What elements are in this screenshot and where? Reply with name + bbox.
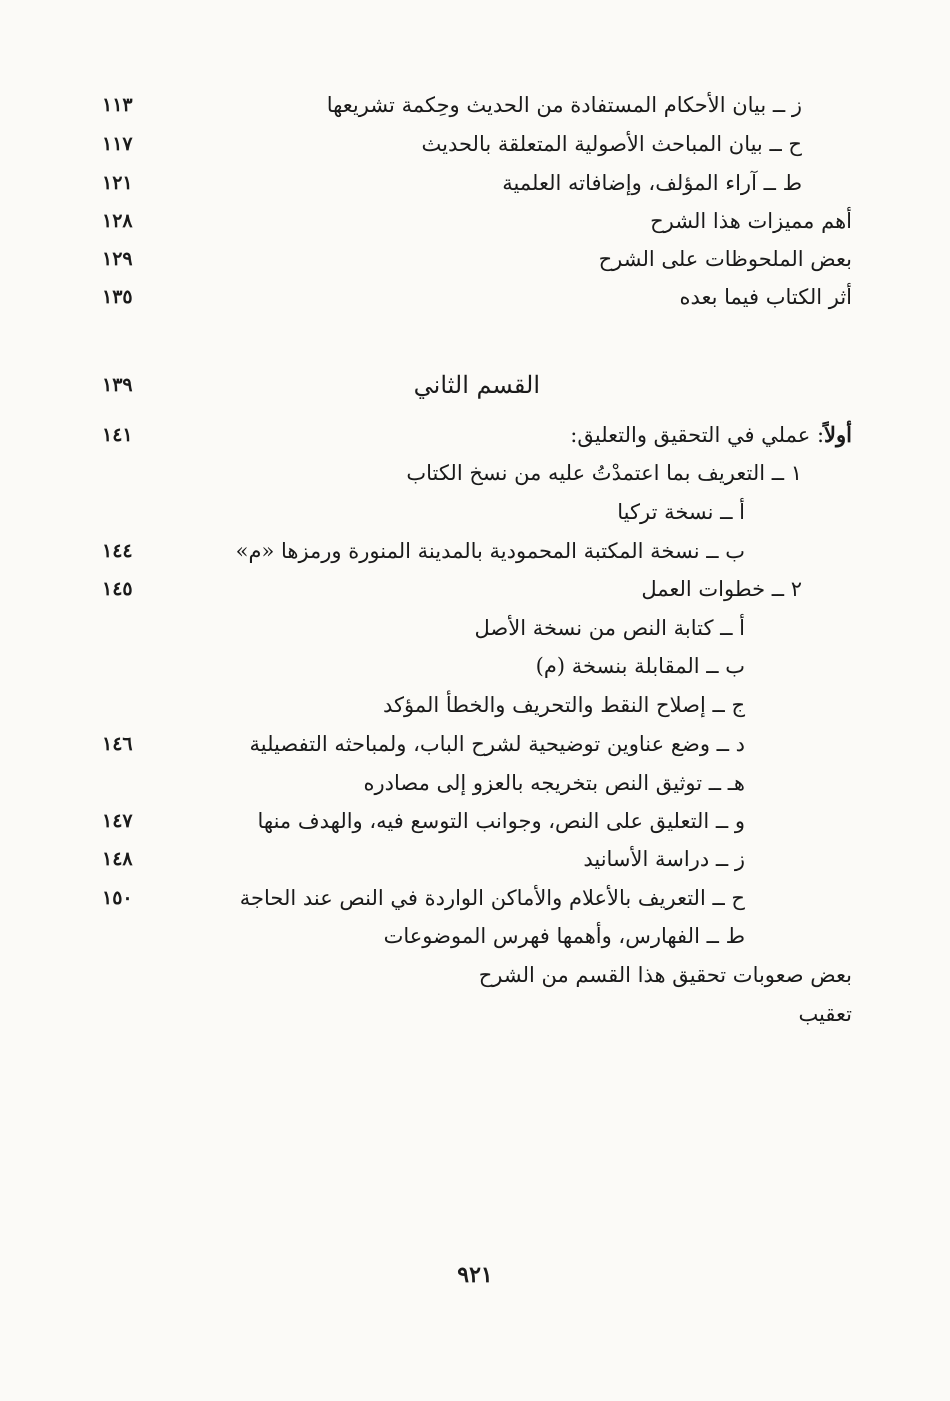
toc-page-number: ١٤٤ [102, 540, 133, 562]
toc-row [90, 240, 860, 278]
toc-entry: ح ــ التعريف بالأعلام والأماكن الواردة في النص عند الحاجة [239, 886, 745, 910]
toc-page-number: ١٥٠ [102, 887, 133, 909]
toc-page-number: ١٢٨ [102, 210, 133, 232]
section-heading-row [90, 366, 860, 404]
toc-row [90, 86, 860, 124]
toc-row [90, 917, 860, 955]
toc-row [90, 202, 860, 240]
toc-entry: ١ ــ التعريف بما اعتمدْتُ عليه من نسخ الكتاب [406, 461, 802, 485]
toc-row [90, 125, 860, 163]
toc-entry: ج ــ إصلاح النقط والتحريف والخطأ المؤكد [382, 693, 745, 717]
toc-row [90, 879, 860, 917]
toc-row [90, 570, 860, 608]
toc-row [90, 956, 860, 994]
toc-row [90, 416, 860, 454]
toc-entry: د ــ وضع عناوين توضيحية لشرح الباب، ولمباحثه التفصيلية [249, 732, 745, 756]
toc-row [90, 840, 860, 878]
toc-entry: ب ــ نسخة المكتبة المحمودية بالمدينة المنورة ورمزها «م» [235, 539, 745, 563]
toc-page-number: ١١٣ [102, 94, 133, 116]
toc-row [90, 493, 860, 531]
toc-entry [570, 416, 852, 454]
toc-row [90, 995, 860, 1033]
toc-entry: ط ــ الفهارس، وأهمها فهرس الموضوعات [383, 924, 745, 948]
toc-entry: هـ ــ توثيق النص بتخريجه بالعزو إلى مصادره [363, 771, 745, 795]
toc-entry: ب ــ المقابلة بنسخة (م) [535, 654, 745, 678]
toc-entry-lead: أولاً [824, 422, 852, 447]
toc-entry: ز ــ دراسة الأسانيد [583, 847, 745, 871]
toc-entry: بعض صعوبات تحقيق هذا القسم من الشرح [478, 963, 852, 987]
toc-page-number: ١١٧ [102, 133, 133, 155]
toc-row [90, 164, 860, 202]
toc-row [90, 764, 860, 802]
toc-page-number: ١٤٧ [102, 810, 133, 832]
toc-row [90, 725, 860, 763]
section-heading: القسم الثاني [413, 371, 540, 399]
toc-page-number: ١٢١ [102, 172, 133, 194]
page-number: ٩٢١ [457, 1262, 493, 1288]
toc-row [90, 686, 860, 724]
toc-page-number: ١٤٦ [102, 733, 133, 755]
toc-entry: بعض الملحوظات على الشرح [598, 247, 852, 271]
toc-page-number: ١٢٩ [102, 248, 133, 270]
toc-entry: أ ــ كتابة النص من نسخة الأصل [474, 616, 745, 640]
toc-entry: أهم مميزات هذا الشرح [650, 209, 852, 233]
toc-entry-text: : عملي في التحقيق والتعليق: [570, 423, 825, 447]
toc-entry: و ــ التعليق على النص، وجوانب التوسع فيه، والهدف منها [257, 809, 745, 833]
toc-row [90, 454, 860, 492]
toc-row [90, 802, 860, 840]
toc-page-number: ١٤١ [102, 424, 133, 446]
toc-row [90, 532, 860, 570]
toc-page-number: ١٤٨ [102, 848, 133, 870]
toc-row [90, 278, 860, 316]
toc-entry: ط ــ آراء المؤلف، وإضافاته العلمية [502, 171, 802, 195]
toc-entry: ٢ ــ خطوات العمل [641, 577, 802, 601]
toc-entry: تعقيب [798, 1002, 852, 1026]
toc-entry: ز ــ بيان الأحكام المستفادة من الحديث وحِكمة تشريعها [326, 93, 802, 117]
toc-entry: أ ــ نسخة تركيا [617, 500, 745, 524]
toc-page-number: ١٣٥ [102, 286, 133, 308]
toc-entry: ح ــ بيان المباحث الأصولية المتعلقة بالحديث [421, 132, 802, 156]
toc-page-number: ١٣٩ [102, 374, 133, 396]
toc-row [90, 647, 860, 685]
toc-entry: أثر الكتاب فيما بعده [679, 285, 852, 309]
toc-page-number: ١٤٥ [102, 578, 133, 600]
toc-row [90, 609, 860, 647]
